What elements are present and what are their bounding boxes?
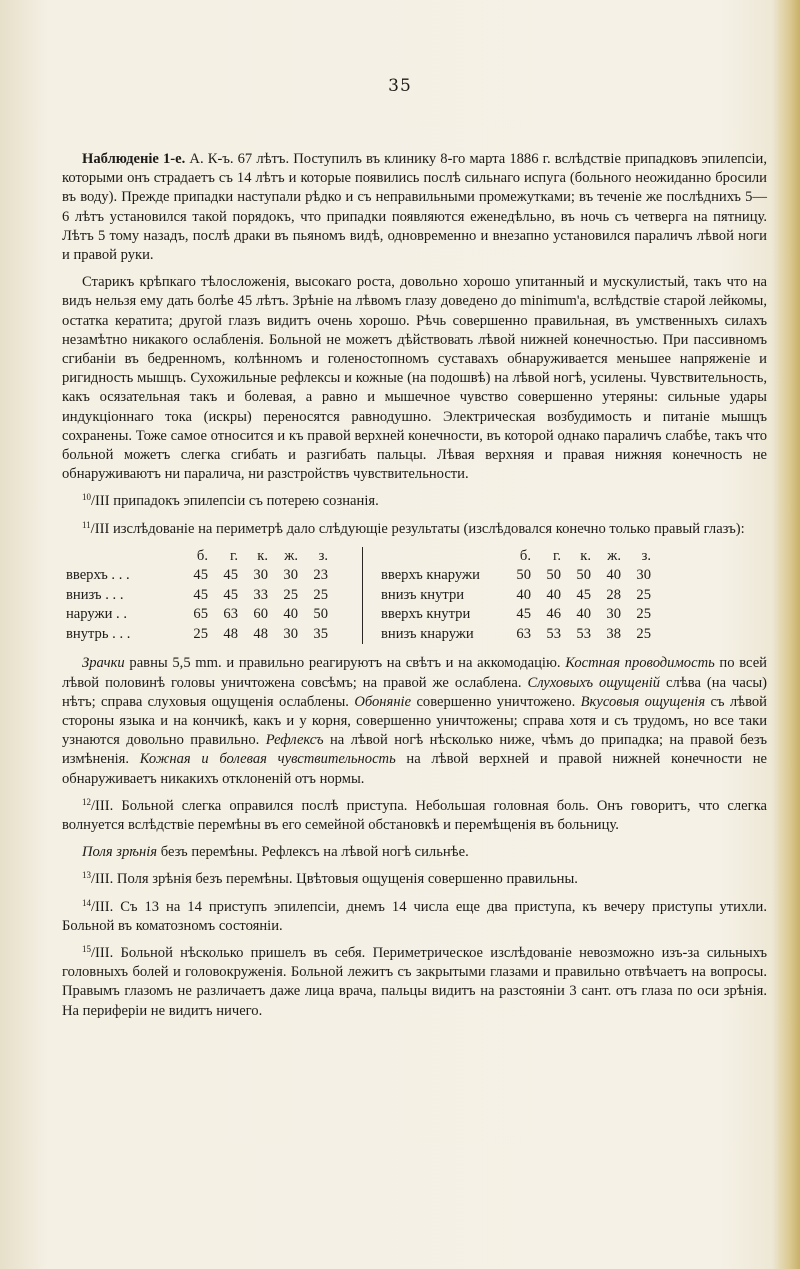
table-cell: 25 xyxy=(636,586,651,603)
table-cell: 40 xyxy=(606,567,621,584)
paragraph-visual-fields xyxy=(62,843,767,862)
table-cell: 63 xyxy=(516,625,531,642)
table-cell: 45 xyxy=(223,567,238,584)
text-run: на лѣвой ногѣ нѣсколько ниже, чѣмъ до припадка; на правой безъ измѣненія. xyxy=(62,732,767,768)
table-header-row xyxy=(377,547,655,567)
paragraph-march-12 xyxy=(62,797,767,835)
table-cell: 40 xyxy=(516,586,531,603)
table-cell: 45 xyxy=(576,586,591,603)
table-cell: 25 xyxy=(283,586,298,603)
col-header: з. xyxy=(318,547,328,564)
text-run: совершенно уничтожено. xyxy=(411,693,581,710)
term-smell: Обоняніе xyxy=(354,693,412,710)
term-pupils: Зрачки xyxy=(82,655,125,672)
col-header: г. xyxy=(553,547,561,564)
col-header: ж. xyxy=(607,547,621,564)
paragraph-findings xyxy=(62,654,767,788)
paragraph-observation-1 xyxy=(62,150,767,265)
table-cell: 25 xyxy=(636,606,651,623)
row-label: внизъ кнаружи xyxy=(381,625,474,642)
text-run: по всей лѣвой половинѣ головы уничтожена совсѣмъ; на правой же ослаблена. xyxy=(62,655,767,691)
table-cell: 33 xyxy=(253,586,268,603)
table-cell: 45 xyxy=(223,586,238,603)
table-cell: 50 xyxy=(516,567,531,584)
term-bone-conduction: Костная проводимость xyxy=(565,655,715,672)
text-run: безъ перемѣны. Рефлексъ на лѣвой ногѣ сильнѣе. xyxy=(157,844,469,861)
table-cell: 65 xyxy=(193,606,208,623)
table-row xyxy=(377,605,655,625)
text-run: съ лѣвой стороны языка и на кончикѣ, какъ и у корня, совершенно уничтожены; справа хотя и съ трудомъ, но все таки узнаются довольно правильно. xyxy=(62,693,767,749)
table-cell: 50 xyxy=(546,567,561,584)
row-label: вверхъ . . . xyxy=(66,567,130,584)
perimeter-table-left xyxy=(62,547,363,645)
col-header: б. xyxy=(196,547,208,564)
table-header-row xyxy=(62,547,332,567)
col-header: г. xyxy=(230,547,238,564)
term-taste: Вкусовыя ощущенія xyxy=(580,693,706,710)
col-header: з. xyxy=(641,547,651,564)
date-entry: /III изслѣдованіе на периметрѣ дало слѣдующіе результаты (изслѣдовался конечно только правый глазъ): xyxy=(90,520,745,537)
page-number: 35 xyxy=(388,76,412,96)
page-text xyxy=(62,150,767,1029)
table-left xyxy=(62,547,332,645)
table-cell: 60 xyxy=(253,606,268,623)
date-day: 15 xyxy=(82,944,91,954)
table-row xyxy=(62,625,332,645)
table-row xyxy=(62,566,332,586)
table-cell: 40 xyxy=(546,586,561,603)
text-run: равны 5,5 mm. и правильно реагируютъ на свѣтъ и на аккомодацію. xyxy=(124,655,566,672)
table-row xyxy=(377,566,655,586)
table-cell: 53 xyxy=(546,625,561,642)
row-label: внизъ . . . xyxy=(66,586,124,603)
table-cell: 46 xyxy=(546,606,561,623)
table-cell: 50 xyxy=(576,567,591,584)
table-cell: 23 xyxy=(313,567,328,584)
text-run: слѣва (на часы) нѣтъ; справа слуховыя ощущенія ослаблены. xyxy=(62,674,767,710)
date-day: 12 xyxy=(82,796,91,807)
table-cell: 48 xyxy=(253,625,268,642)
date-entry: /III припадокъ эпилепсіи съ потерею сознанія. xyxy=(91,493,379,510)
term-sensitivity: Кожная и болевая чувствительность xyxy=(139,751,396,768)
table-row xyxy=(377,625,655,645)
table-cell: 45 xyxy=(193,567,208,584)
table-cell: 25 xyxy=(636,625,651,642)
table-cell: 25 xyxy=(193,625,208,642)
date-day: 14 xyxy=(82,897,91,908)
paragraph-march-11 xyxy=(62,520,767,539)
date-day: 13 xyxy=(82,870,91,881)
table-row xyxy=(377,586,655,606)
date-entry: /III. Больной слегка оправился послѣ приступа. Небольшая головная боль. Онъ говоритъ, что слегка волнуется вслѣдствіе перемѣны въ его семейной обстановкѣ и перемѣщенія въ больницу. xyxy=(62,797,767,833)
table-cell: 28 xyxy=(606,586,621,603)
table-cell: 45 xyxy=(516,606,531,623)
table-cell: 35 xyxy=(313,625,328,642)
paragraph-march-13 xyxy=(62,870,767,889)
term-reflex: Рефлексъ xyxy=(265,732,324,749)
table-cell: 50 xyxy=(313,606,328,623)
table-cell: 30 xyxy=(606,606,621,623)
table-cell: 63 xyxy=(223,606,238,623)
perimeter-table-right xyxy=(363,547,655,645)
text-run: на лѣвой верхней и правой нижней конечности не обнаруживаетъ никакихъ отклоненій отъ нормы. xyxy=(62,751,767,787)
date-entry: /III. Больной нѣсколько пришелъ въ себя. Периметрическое изслѣдованіе невозможно изъ-за сильныхъ головныхъ болей и головокруженія. Больной лежитъ съ закрытыми глазами и правильно отвѣчаетъ на вопросы. Правымъ глазомъ не различаетъ даже лица врача, пальцы видитъ на разстояніи 3 сант. отъ глаза по оси зрѣнія. На периферіи не видитъ ничего. xyxy=(62,945,767,1019)
table-right xyxy=(377,547,655,645)
observation-intro: А. К-ъ. 67 лѣтъ. Поступилъ въ клинику 8-го марта 1886 г. вслѣдствіе припадковъ эпилепсіи, которыми онъ страдаетъ съ 14 лѣтъ и которые появились послѣ сильнаго испуга (больного неожиданно бросили въ воду). Прежде припадки наступали рѣдко и съ неправильными промежутками; въ теченіе же послѣднихъ 5—6 лѣтъ установился такой порядокъ, что припадки появляются еженедѣльно, въ ночь съ четверга на пятницу. Лѣтъ 5 тому назадъ, послѣ драки въ пьяномъ видѣ, одновременно и внезапно установился параличъ лѣвой ноги и правой руки. xyxy=(62,151,767,264)
col-header: ж. xyxy=(284,547,298,564)
date-entry: /III. Съ 13 на 14 приступъ эпилепсіи, днемъ 14 числа еще два приступа, къ вечеру приступы утихли. Больной въ коматозномъ состояніи. xyxy=(62,898,767,934)
table-cell: 45 xyxy=(193,586,208,603)
perimeter-tables xyxy=(62,547,767,645)
date-entry: /III. Поля зрѣнія безъ перемѣны. Цвѣтовыя ощущенія совершенно правильны. xyxy=(91,871,578,888)
row-label: вверхъ кнутри xyxy=(381,606,471,623)
table-cell: 40 xyxy=(283,606,298,623)
table-cell: 30 xyxy=(283,625,298,642)
table-cell: 30 xyxy=(253,567,268,584)
col-header: к. xyxy=(257,547,268,564)
table-cell: 30 xyxy=(636,567,651,584)
date-day: 10 xyxy=(82,492,91,503)
row-label: наружи . . xyxy=(66,606,127,623)
table-cell: 48 xyxy=(223,625,238,642)
col-header: б. xyxy=(519,547,531,564)
row-label: внизъ кнутри xyxy=(381,586,465,603)
table-row xyxy=(62,586,332,606)
observation-heading: Наблюденіе 1-е. xyxy=(82,151,186,167)
table-row xyxy=(62,605,332,625)
row-label: внутрь . . . xyxy=(66,625,131,642)
col-header: к. xyxy=(580,547,591,564)
term-hearing: Слуховыхъ ощущеній xyxy=(527,674,661,691)
date-day: 11 xyxy=(82,519,91,530)
row-label: вверхъ кнаружи xyxy=(381,567,480,584)
table-cell: 38 xyxy=(606,625,621,642)
table-cell: 25 xyxy=(313,586,328,603)
paragraph-exam: Старикъ крѣпкаго тѣлосложенія, высокаго роста, довольно хорошо упитанный и мускулистый, такъ что на видъ нельзя ему дать болѣе 45 лѣтъ. Зрѣніе на лѣвомъ глазу доведено до minimum'а, вслѣдствіе старой лейкомы, остатка кератита; другой глазъ видитъ очень хорошо. Рѣчь совершенно правильная, въ умственныхъ силахъ незамѣтно никакого ослабленія. Больной не можетъ дѣйствовать лѣвой нижней конечностью. При пассивномъ сгибаніи въ бедренномъ, колѣнномъ и голеностопномъ суставахъ обнаруживается меньшее напряженіе и ригидность мышцъ. Сухожильные рефлексы и кожные (на подошвѣ) на лѣвой ногѣ, усилены. Чувствительность, какъ осязательная такъ и болевая, а равно и мышечное чувство совершенно утеряны: сильные удары индукціоннаго тока (искры) переносятся равнодушно. Электрическая возбудимость и питаніе мышцъ сохранены. Тоже самое относится и къ правой верхней конечности, въ которой однако параличъ слабѣе, такъ что больной можетъ слегка сгибать и разгибать пальцы. Лѣвая верхняя и правая нижняя конечность не обнаруживаютъ ни паралича, ни разстройствъ чувствительности. xyxy=(62,274,767,483)
paragraph-march-14 xyxy=(62,898,767,936)
table-cell: 53 xyxy=(576,625,591,642)
table-cell: 40 xyxy=(576,606,591,623)
paragraph-march-10 xyxy=(62,492,767,511)
paragraph-march-15 xyxy=(62,944,767,1021)
page-edge-shadow xyxy=(772,0,800,1269)
term-visual-fields: Поля зрѣнія xyxy=(82,844,158,861)
table-cell: 30 xyxy=(283,567,298,584)
